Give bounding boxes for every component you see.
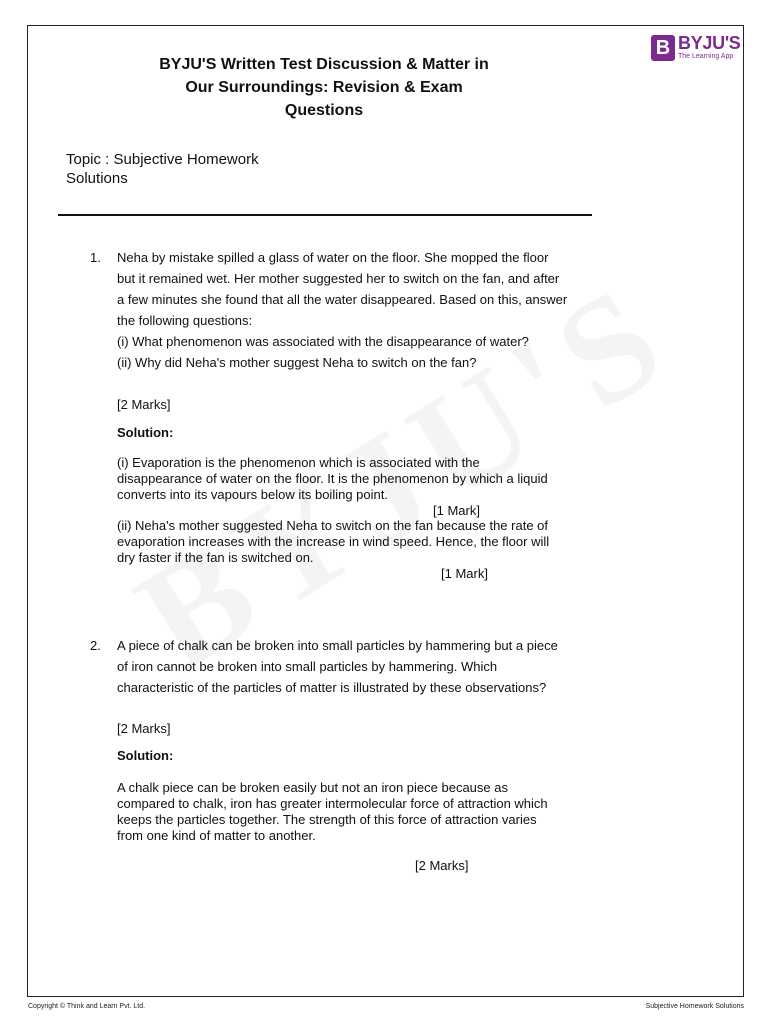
question-number: 1. [90,250,101,265]
marks-label: [1 Mark] [441,566,488,581]
solution-text [117,780,587,844]
solution-label: Solution: [117,425,174,440]
solution-line: evaporation increases with the increase in wind speed. Hence, the floor will [117,534,550,549]
marks-label: [2 Marks] [117,397,171,412]
question-line: Neha by mistake spilled a glass of water on the floor. She mopped the floor [117,250,549,265]
marks-label: [2 Marks] [415,858,469,873]
solution-line: (ii) Neha's mother suggested Neha to switch on the fan because the rate of [117,518,549,533]
question-line: a few minutes she found that all the water disappeared. Based on this, answer [117,292,568,307]
divider [58,214,592,216]
question-line: A piece of chalk can be broken into small particles by hammering but a piece [117,638,558,653]
footer-copyright: Copyright © Think and Learn Pvt. Ltd. [28,1003,146,1010]
question-line: the following questions: [117,313,253,328]
marks-label: [2 Marks] [117,721,171,736]
question-line: (i) What phenomenon was associated with the disappearance of water? [117,334,529,349]
logo-tagline: The Learning App [678,53,734,60]
question-line: characteristic of the particles of matter is illustrated by these observations? [117,680,547,695]
marks-label: [1 Mark] [433,503,480,518]
question-line: of iron cannot be broken into small particles by hammering. Which [117,659,498,674]
solution-line: keeps the particles together. The strength of this force of attraction varies [117,812,537,827]
solution-line: A chalk piece can be broken easily but not an iron piece because as [117,780,508,795]
solution-label: Solution: [117,748,174,763]
solution-text [117,518,587,566]
question-text [117,635,592,698]
solution-line: disappearance of water on the floor. It is the phenomenon by which a liquid [117,471,548,486]
topic-line: Topic : Subjective Homework Solutions [66,151,259,187]
question-line: but it remained wet. Her mother suggested her to switch on the fan, and after [117,271,560,286]
document-title: BYJU'S Written Test Discussion & Matter in Our Surroundings: Revision & Exam Questions [159,56,489,119]
logo-badge: B [651,35,675,61]
solution-line: converts into its vapours below its boiling point. [117,487,388,502]
solution-line: (i) Evaporation is the phenomenon which is associated with the [117,455,480,470]
question-line: (ii) Why did Neha's mother suggest Neha to switch on the fan? [117,355,477,370]
question-text [117,247,592,373]
solution-line: compared to chalk, iron has greater intermolecular force of attraction which [117,796,548,811]
byjus-logo [651,35,743,65]
solution-line: dry faster if the fan is switched on. [117,550,314,565]
solution-line: from one kind of matter to another. [117,828,316,843]
solution-text [117,455,587,503]
logo-name: BYJU'S [678,33,741,53]
footer-title: Subjective Homework Solutions [645,1003,744,1010]
question-number: 2. [90,638,101,653]
